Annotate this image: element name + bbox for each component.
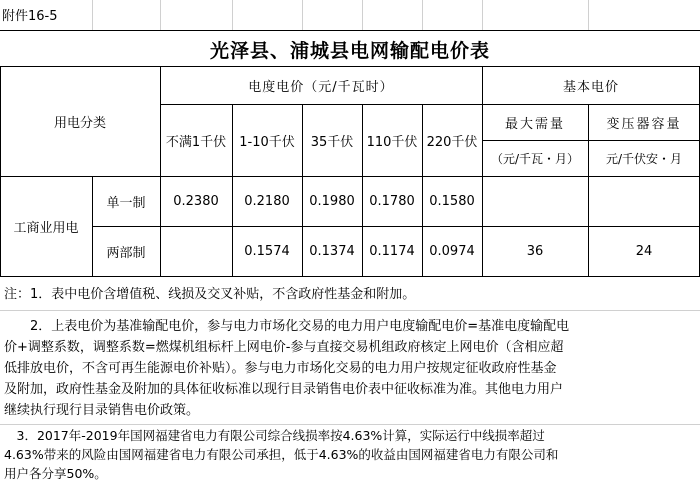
- note-2-line: 继续执行现行目录销售电价政策。: [4, 403, 200, 418]
- table-cell: 0.1580: [429, 193, 475, 209]
- grid-line: [362, 0, 363, 30]
- table-cell-max-demand: 36: [526, 243, 544, 259]
- grid-line: [232, 0, 233, 30]
- table-cell: 0.1980: [309, 193, 355, 209]
- table-cell: [160, 226, 232, 276]
- header-basic-price: 基本电价: [562, 79, 619, 95]
- grid-line: [0, 276, 700, 277]
- header-voltage-1-10kv: 1-10千伏: [239, 134, 295, 150]
- table-cell: 0.1374: [309, 243, 355, 259]
- header-max-demand-unit: （元/千瓦・月）: [490, 151, 580, 166]
- header-energy-price: 电度电价（元/千瓦时）: [248, 79, 394, 95]
- header-category: 用电分类: [53, 115, 106, 131]
- note-3-line: 3．2017年-2019年国网福建省电力有限公司综合线损率按4.63%计算，实际运行中线损率超过: [4, 428, 545, 443]
- table-cell: 0.2380: [173, 193, 219, 209]
- grid-line: [0, 310, 700, 311]
- note-2-line: 价+调整系数，调整系数=燃煤机组标杆上网电价-参与直接交易机组政府核定上网电价（含相应超: [4, 340, 564, 355]
- row-group-label: 工商业用电: [13, 220, 79, 236]
- grid-line: [482, 0, 483, 30]
- grid-line: [0, 424, 700, 425]
- grid-line: [588, 0, 589, 30]
- header-voltage-110kv: 110千伏: [366, 134, 418, 150]
- note-3-line: 用户各分享50%。: [4, 466, 107, 481]
- header-transformer-capacity: 变压器容量: [606, 116, 682, 132]
- header-max-demand: 最大需量: [504, 116, 565, 132]
- row-two-part-label: 两部制: [106, 245, 146, 261]
- grid-line: [302, 0, 303, 30]
- note-1: 注：1．表中电价含增值税、线损及交叉补贴，不含政府性基金和附加。: [4, 287, 416, 302]
- table-title: 光泽县、浦城县电网输配电价表: [209, 39, 490, 62]
- attachment-label: 附件16-5: [2, 9, 58, 24]
- table-cell: 0.1174: [369, 243, 415, 259]
- note-2-line: 低排放电价，不含可再生能源电价补贴）。参与电力市场化交易的电力用户按规定征收政府性基金: [4, 361, 557, 376]
- grid-line: [422, 0, 423, 30]
- note-2-line: 2．上表电价为基准输配电价，参与电力市场化交易的电力用户电度输配电价=基准电度输配电: [4, 319, 570, 334]
- table-cell: 0.1780: [369, 193, 415, 209]
- note-2-line: 及附加，政府性基金及附加的具体征收标准以现行目录销售电价表中征收标准为准。其他电力用户: [4, 382, 564, 397]
- table-cell: 0.1574: [244, 243, 290, 259]
- header-voltage-below-1kv: 不满1千伏: [165, 134, 227, 150]
- header-voltage-220kv: 220千伏: [426, 134, 478, 150]
- header-transformer-capacity-unit: 元/千伏安・月: [605, 151, 683, 166]
- header-voltage-35kv: 35千伏: [310, 134, 354, 150]
- row-single-label: 单一制: [106, 195, 146, 211]
- table-cell: 0.0974: [429, 243, 475, 259]
- grid-line: [0, 30, 700, 31]
- grid-line: [92, 0, 93, 30]
- table-cell-transformer-capacity: 24: [635, 243, 653, 259]
- grid-line: [160, 0, 161, 30]
- table-cell: 0.2180: [244, 193, 290, 209]
- note-3-line: 4.63%带来的风险由国网福建省电力有限公司承担，低于4.63%的收益由国网福建省电力有限公司和: [4, 447, 559, 462]
